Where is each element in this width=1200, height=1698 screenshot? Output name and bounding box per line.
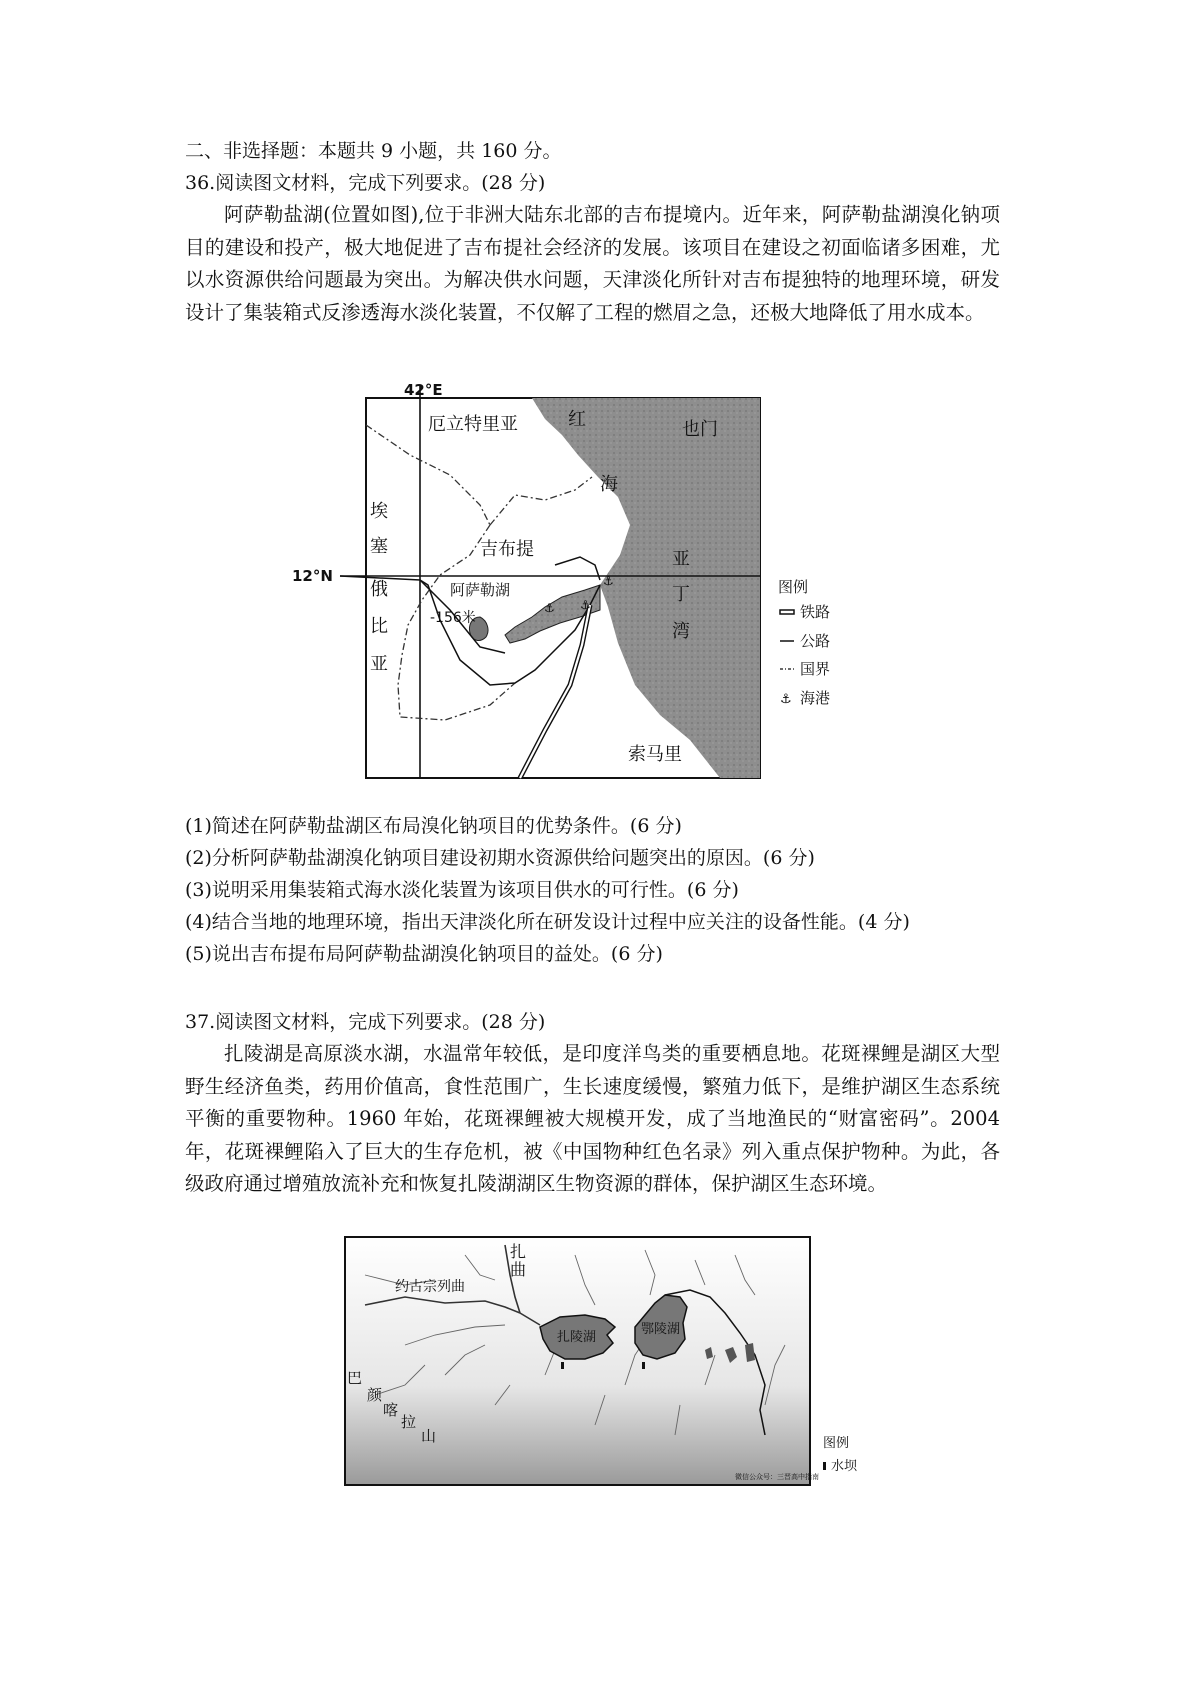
label-red-sea-1: 红 [568, 409, 586, 430]
label-assal: 阿萨勒湖 [450, 581, 511, 599]
port-icon: ⚓ [580, 598, 591, 612]
legend-port-icon: ⚓ [780, 692, 792, 707]
label-ethiopia-5: 亚 [370, 654, 388, 675]
q36-header: 36.阅读图文材料，完成下列要求。(28 分) [185, 172, 546, 194]
q36-paragraph: 阿萨勒盐湖(位置如图),位于非洲大陆东北部的吉布提境内。近年来，阿萨勒盐湖溴化钠项目的建设和投产，极大地促进了吉布提社会经济的发展。该项目在建设之初面临诸多困难，尤以水资源供给问题最为突出。为解决供水问题，天津淡化所针对吉布提独特的地理环境，研发设计了集装箱式反渗透海水淡化装置，不仅解了工程的燃眉之急，还极大地降低了用水成本。 [185, 203, 1000, 324]
label-mountain-1: 巴 [347, 1369, 363, 1387]
q36-question-3: (3)说明采用集装箱式海水淡化装置为该项目供水的可行性。(6 分) [185, 879, 739, 901]
label-gulf-2: 丁 [672, 584, 690, 605]
legend-dam-icon [823, 1462, 826, 1470]
port-icon: ⚓ [544, 601, 555, 615]
port-icon: ⚓ [603, 574, 614, 588]
map-legend [778, 578, 830, 707]
label-zhaling: 扎陵湖 [557, 1330, 597, 1345]
legend-railway: 铁路 [800, 603, 831, 621]
q36-question-5: (5)说出吉布提布局阿萨勒盐湖溴化钠项目的益处。(6 分) [185, 943, 663, 965]
label-ethiopia-4: 比 [370, 616, 388, 637]
lon-label: 42°E [404, 381, 443, 399]
section-title: 二、非选择题：本题共 9 小题，共 160 分。 [185, 140, 562, 162]
legend-port: 海港 [800, 689, 831, 707]
label-ethiopia-1: 埃 [370, 501, 388, 522]
q37-paragraph: 扎陵湖是高原淡水湖，水温常年较低，是印度洋鸟类的重要栖息地。花斑裸鲤是湖区大型野生经济鱼类，药用价值高，食性范围广，生长速度缓慢，繁殖力低下，是维护湖区生态系统平衡的重要物种。1960 年始，花斑裸鲤被大规模开发，成了当地渔民的“财富密码”。2004 年，花斑裸鲤陷入了巨大的生存危机，被《中国物种红色名录》列入重点保护物种。为此，各级政府通过增殖放流补充和恢复扎陵湖湖区生物资源的群体，保护湖区生态环境。 [185, 1042, 1000, 1195]
q37-header: 37.阅读图文材料，完成下列要求。(28 分) [185, 1011, 546, 1033]
legend-border: 国界 [800, 660, 831, 678]
label-mountain-4: 拉 [401, 1413, 417, 1431]
map2-legend-title: 图例 [823, 1436, 850, 1451]
label-red-sea-2: 海 [600, 474, 618, 495]
legend-title: 图例 [778, 578, 809, 596]
assal-map [292, 381, 831, 785]
zhaling-map [345, 1235, 905, 1495]
label-ethiopia-3: 俄 [370, 579, 388, 600]
label-mountain-2: 颜 [367, 1386, 383, 1404]
label-gulf-1: 亚 [672, 549, 690, 570]
label-gulf-3: 湾 [672, 621, 690, 642]
dam-icon [561, 1362, 564, 1369]
label-zhaqu-1: 扎 [510, 1242, 527, 1261]
label-somalia: 索马里 [628, 744, 682, 765]
q36-question-1: (1)简述在阿萨勒盐湖区布局溴化钠项目的优势条件。(6 分) [185, 815, 682, 837]
map2-legend-dam: 水坝 [831, 1459, 858, 1474]
q36-question-2: (2)分析阿萨勒盐湖溴化钠项目建设初期水资源供给问题突出的原因。(6 分) [185, 847, 815, 869]
label-mountain-3: 喀 [383, 1401, 399, 1419]
label-eling: 鄂陵湖 [641, 1322, 681, 1337]
label-djibouti: 吉布提 [480, 539, 534, 560]
dam-icon [642, 1362, 645, 1369]
label-mountain-5: 山 [421, 1427, 437, 1445]
label-zhaqu-2: 曲 [510, 1260, 527, 1279]
legend-road: 公路 [800, 632, 831, 650]
q36-question-4: (4)结合当地的地理环境，指出天津淡化所在研发设计过程中应关注的设备性能。(4 分) [185, 911, 910, 933]
lat-label: 12°N [292, 567, 333, 585]
label-ethiopia-2: 塞 [370, 536, 388, 557]
map2-frame [345, 1237, 810, 1485]
label-yemen: 也门 [682, 419, 718, 440]
label-elevation: -156米 [430, 610, 476, 626]
watermark-stamp: 微信公众号：三晋高中指南 [735, 1473, 819, 1481]
label-yueguzong: 约古宗列曲 [395, 1279, 465, 1295]
label-eritrea: 厄立特里亚 [428, 414, 518, 435]
